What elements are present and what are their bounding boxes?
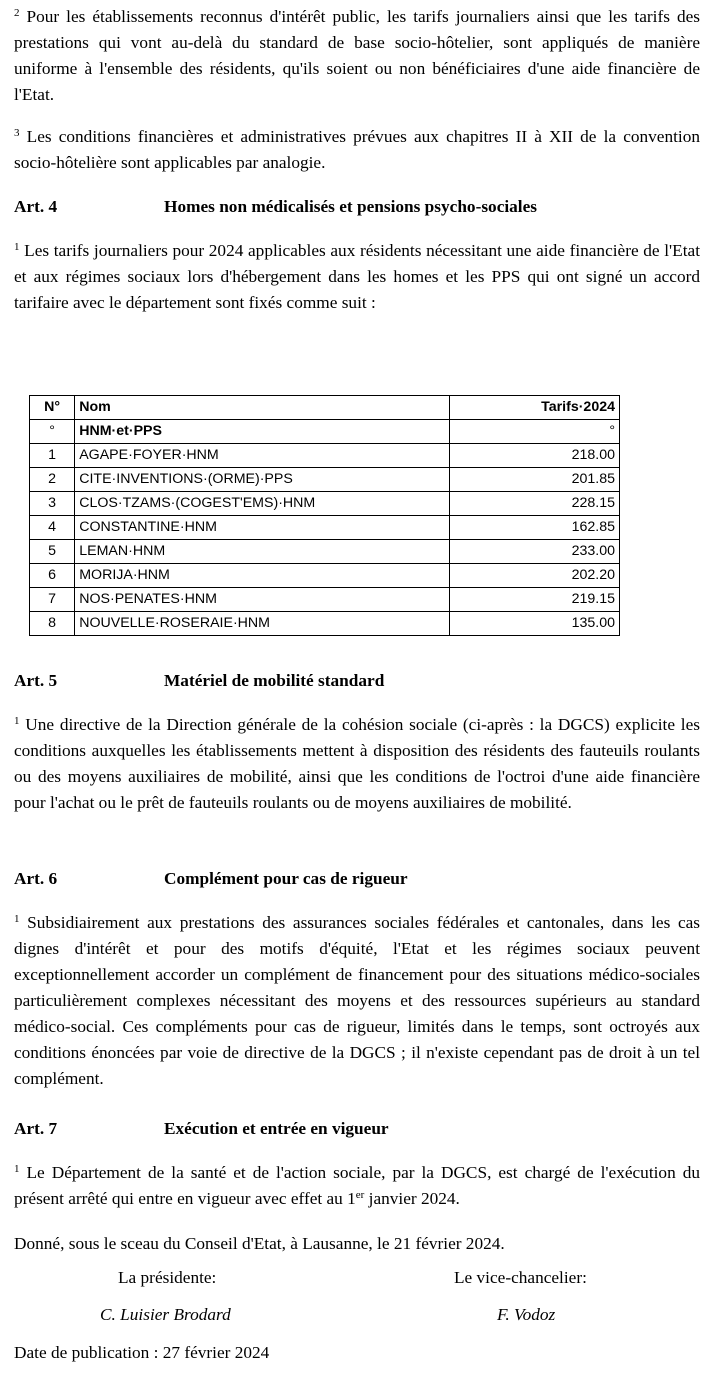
article-5-paragraph — [14, 712, 700, 816]
publication-date: Date de publication : 27 février 2024 — [14, 1343, 270, 1362]
row-tarif: 201.85 — [450, 468, 620, 492]
row-number: 3 — [30, 492, 75, 516]
row-number: 6 — [30, 564, 75, 588]
paragraph-number: 1 — [14, 913, 20, 925]
row-name: NOS·PENATES·HNM — [75, 588, 450, 612]
article-6-paragraph — [14, 910, 700, 1092]
president-name: C. Luisier Brodard — [100, 1305, 231, 1324]
row-number: 7 — [30, 588, 75, 612]
paragraph-3 — [14, 124, 700, 176]
article-4-heading — [14, 194, 700, 220]
president-label: La présidente: — [118, 1268, 217, 1287]
row-name: NOUVELLE·ROSERAIE·HNM — [75, 612, 450, 636]
group-name: HNM·et·PPS — [75, 420, 450, 444]
paragraph-number: 2 — [14, 7, 20, 19]
row-name: CLOS·TZAMS·(COGEST'EMS)·HNM — [75, 492, 450, 516]
article-label: Art. 7 — [14, 1119, 58, 1138]
article-7-paragraph — [14, 1160, 700, 1212]
table-row — [30, 540, 620, 564]
row-tarif: 202.20 — [450, 564, 620, 588]
row-name: LEMAN·HNM — [75, 540, 450, 564]
row-tarif: 218.00 — [450, 444, 620, 468]
paragraph-number: 1 — [14, 1163, 20, 1175]
article-title: Exécution et entrée en vigueur — [164, 1119, 389, 1138]
article-7-heading — [14, 1116, 700, 1142]
paragraph-text: Une directive de la Direction générale de la cohésion sociale (ci-après : la DGCS) explicite les conditions auxquelles les établissements mettent à disposition des résidents des fauteuils roulants ou des moyens auxiliaires de mobilité, ainsi que les conditions de l'octroi d'une aide financière pour l'achat ou le prêt de fauteuils roulants ou de moyens auxiliaires de mobilité. — [14, 715, 700, 812]
table-row — [30, 564, 620, 588]
table-row — [30, 516, 620, 540]
paragraph-text: Le Département de la santé et de l'action sociale, par la DGCS, est chargé de l'exécution du présent arrêté qui entre en vigueur avec effet au 1 — [14, 1163, 700, 1208]
header-tarif: Tarifs·2024 — [450, 396, 620, 420]
table-row — [30, 588, 620, 612]
row-number: 8 — [30, 612, 75, 636]
article-label: Art. 6 — [14, 869, 58, 888]
row-tarif: 219.15 — [450, 588, 620, 612]
row-name: CONSTANTINE·HNM — [75, 516, 450, 540]
article-title: Matériel de mobilité standard — [164, 671, 385, 690]
row-tarif: 135.00 — [450, 612, 620, 636]
paragraph-text: Pour les établissements reconnus d'intérêt public, les tarifs journaliers ainsi que les tarifs des prestations qui vont au-delà du standard de base socio-hôtelier, sont appliqués de manière uniforme à l'ensemble des résidents, qu'ils soient ou non bénéficiaires d'une aide financière de l'Etat. — [14, 7, 700, 104]
row-name: CITE·INVENTIONS·(ORME)·PPS — [75, 468, 450, 492]
paragraph-text: Les tarifs journaliers pour 2024 applicables aux résidents nécessitant une aide financière de l'Etat et aux régimes sociaux lors d'hébergement dans les homes et les PPS qui ont signé un accord tarifaire avec le département sont fixés comme suit : — [14, 241, 700, 312]
row-number: 5 — [30, 540, 75, 564]
row-tarif: 233.00 — [450, 540, 620, 564]
given-statement: Donné, sous le sceau du Conseil d'Etat, à Lausanne, le 21 février 2024. — [14, 1234, 505, 1253]
header-number: N° — [30, 396, 75, 420]
table-row — [30, 612, 620, 636]
table-group-row — [30, 420, 620, 444]
table-row — [30, 444, 620, 468]
paragraph-number: 1 — [14, 241, 20, 253]
paragraph-text: Les conditions financières et administratives prévues aux chapitres II à XII de la convention socio-hôtelière sont applicables par analogie. — [14, 127, 700, 172]
table-header-row — [30, 396, 620, 420]
article-4-paragraph — [14, 238, 700, 316]
paragraph-2 — [14, 4, 700, 108]
row-number: 2 — [30, 468, 75, 492]
article-label: Art. 5 — [14, 671, 58, 690]
group-number: ° — [30, 420, 75, 444]
vice-chancellor-name: F. Vodoz — [497, 1305, 556, 1324]
row-number: 1 — [30, 444, 75, 468]
table-row — [30, 468, 620, 492]
paragraph-number: 1 — [14, 715, 20, 727]
paragraph-number: 3 — [14, 127, 20, 139]
group-tarif: ° — [450, 420, 620, 444]
paragraph-text-end: janvier 2024. — [364, 1189, 460, 1208]
article-label: Art. 4 — [14, 197, 58, 216]
vice-chancellor-label: Le vice-chancelier: — [454, 1268, 587, 1287]
table-row — [30, 492, 620, 516]
row-tarif: 228.15 — [450, 492, 620, 516]
paragraph-text: Subsidiairement aux prestations des assurances sociales fédérales et cantonales, dans les cas dignes d'intérêt et pour des motifs d'équité, l'Etat et les régimes sociaux peuvent exceptionnellement accorder un complément de financement pour des situations médico-sociales particulièrement complexes nécessitant des moyens et des ressources supérieurs au standard médico-social. Ces compléments pour cas de rigueur, limités dans le temps, sont octroyés aux conditions énoncées par voie de directive de la DGCS ; il n'existe cependant pas de droit à un tel complément. — [14, 913, 701, 1088]
row-number: 4 — [30, 516, 75, 540]
row-name: MORIJA·HNM — [75, 564, 450, 588]
ordinal-suffix: er — [355, 1189, 365, 1201]
row-name: AGAPE·FOYER·HNM — [75, 444, 450, 468]
row-tarif: 162.85 — [450, 516, 620, 540]
article-6-heading — [14, 866, 700, 892]
article-5-heading — [14, 668, 700, 694]
header-name: Nom — [75, 396, 450, 420]
tarifs-table — [29, 395, 620, 636]
article-title: Homes non médicalisés et pensions psycho-sociales — [164, 197, 537, 216]
article-title: Complément pour cas de rigueur — [164, 869, 408, 888]
